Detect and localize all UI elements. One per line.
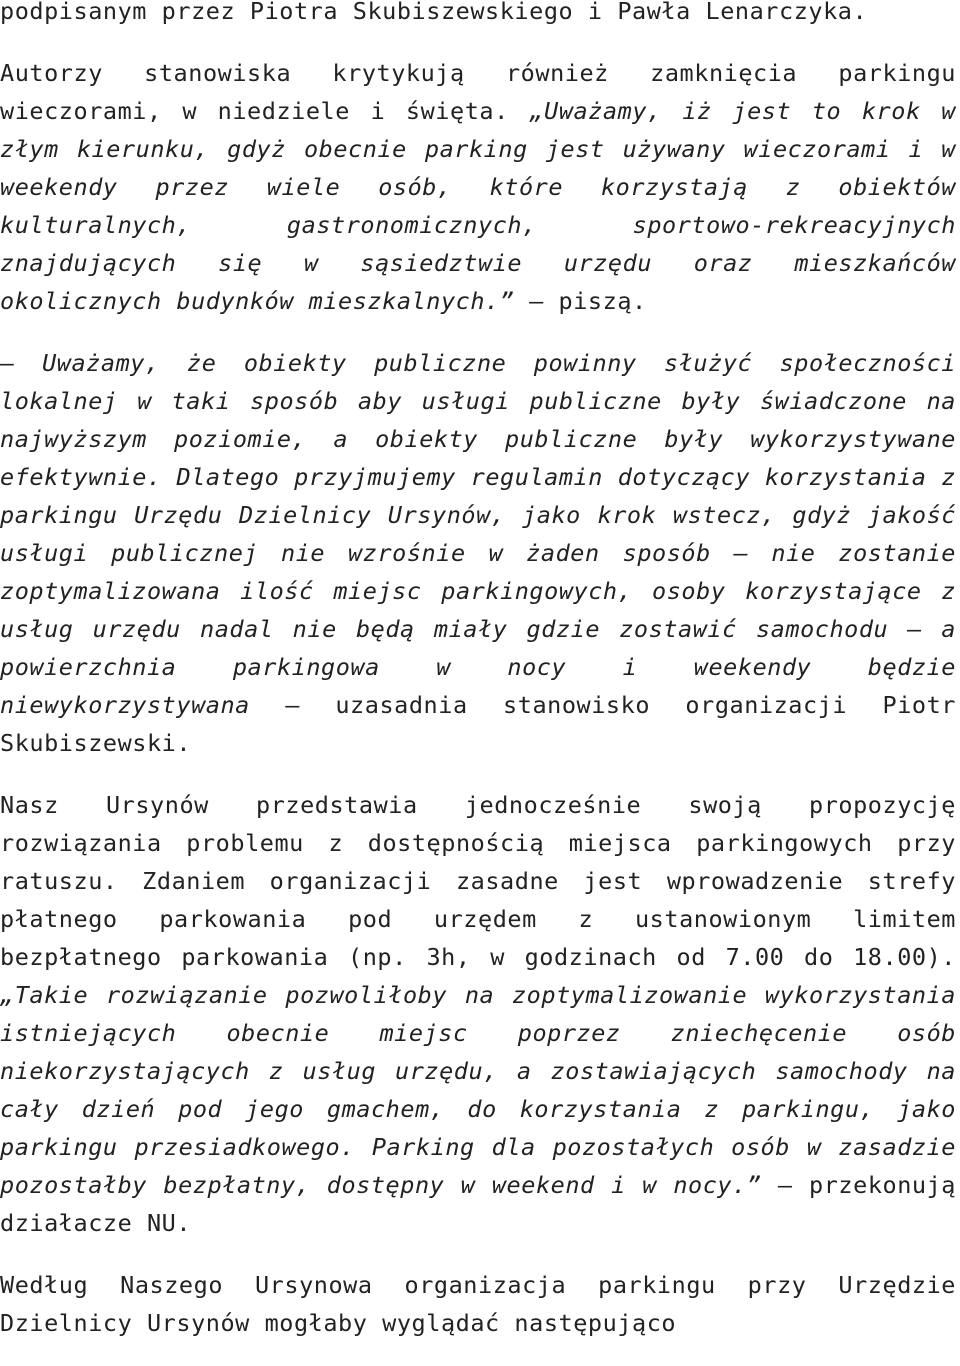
quote-text: „Uważamy, iż jest to krok w złym kierunku, gdyż obecnie parking jest używany wieczorami i w weekendy przez wiele osób, które korzystają z obiektów kulturalnych, gastronomicznych, sportowo-rekreacyjnych znajdujących się w sąsiedztwie urzędu oraz mieszkańców okolicznych budynków mieszkalnych.” — [0, 97, 956, 315]
paragraph-criticism — [0, 54, 956, 320]
quote-text: „Takie rozwiązanie pozwoliłoby na zoptymalizowanie wykorzystania istniejących obecnie miejsc poprzez zniechęcenie osób niekorzystających z usług urzędu, a zostawiających samochody na cały dzień pod jego gmachem, do korzystania z parkingu, jako parkingu przesiadkowego. Parking dla pozostałych osób w zasadzie pozostałby bezpłatny, dostępny w weekend i w nocy.” — [0, 981, 956, 1199]
paragraph-intro-tail: podpisanym przez Piotra Skubiszewskiego i Pawła Lenarczyka. — [0, 0, 868, 25]
paragraph-text: Autorzy stanowiska krytykują również zamknięcia parkingu wieczorami, w niedziele i święta. — [0, 59, 956, 125]
attribution-text: – przekonują działacze NU. — [0, 1171, 957, 1237]
paragraph-proposal — [0, 786, 956, 1242]
quote-text: – Uważamy, że obiekty publiczne powinny służyć społeczności lokalnej w taki sposób aby usługi publiczne były świadczone na najwyższym poziomie, a obiekty publiczne były wykorzystywane efektywnie. Dlatego przyjmujemy regulamin dotyczący korzystania z parkingu Urzędu Dzielnicy Ursynów, jako krok wstecz, gdyż jakość usługi publicznej nie wzrośnie w żaden sposób – nie zostanie zoptymalizowana ilość miejsc parkingowych, osoby korzystające z usług urzędu nadal nie będą miały gdzie zostawić samochodu – a powierzchnia parkingowa w nocy i weekendy będzie niewykorzystywana — [0, 349, 956, 719]
paragraph-text: Nasz Ursynów przedstawia jednocześnie swoją propozycję rozwiązania problemu z dostępnością miejsca parkingowych przy ratuszu. Zdaniem organizacji zasadne jest wprowadzenie strefy płatnego parkowania pod urzędem z ustanowionym limitem bezpłatnego parkowania (np. 3h, w godzinach od 7.00 do 18.00). — [0, 791, 956, 971]
attribution-text: – piszą. — [514, 287, 647, 315]
attribution-text: – uzasadnia stanowisko organizacji Piotr Skubiszewski. — [0, 691, 956, 757]
paragraph-organization: Według Naszego Ursynowa organizacja parkingu przy Urzędzie Dzielnicy Ursynów mogłaby wyglądać następująco — [0, 1271, 956, 1337]
paragraph-statement — [0, 344, 956, 762]
